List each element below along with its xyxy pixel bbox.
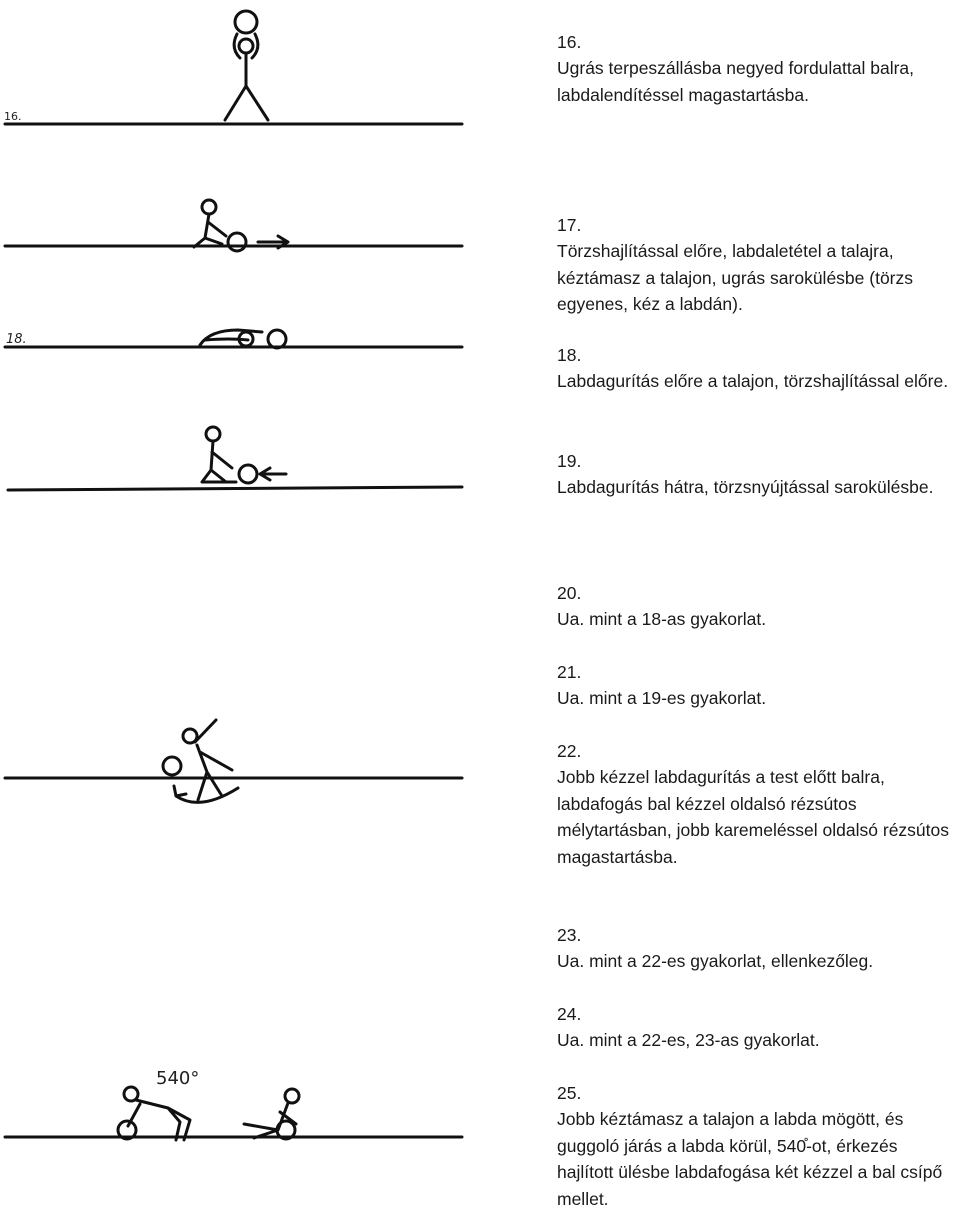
arc-arrow-22 [174,786,238,802]
ball-19 [239,465,257,483]
figure-16-drawing [4,11,462,124]
head-19 [206,427,220,441]
floor-line-19 [8,487,462,490]
exercise-text: Ua. mint a 22-es, 23-as gyakorlat. [557,1030,820,1050]
ball-22 [163,757,181,775]
figure-19-drawing [8,427,462,490]
exercise-23 [557,895,957,975]
exercise-number: 25. [557,1082,582,1103]
exercise-number: 18. [557,344,582,365]
exercise-number: 20. [557,582,582,603]
exercise-text: Ugrás terpeszállásba negyed fordulattal balra, labdalendítéssel magastartásba. [557,58,915,105]
body-22 [195,720,232,800]
exercise-number: 23. [557,924,582,945]
exercise-19 [557,421,957,501]
exercise-number: 21. [557,661,582,682]
ball-17 [228,233,246,251]
head-16 [239,39,253,53]
exercise-16 [557,2,957,108]
exercise-text: Labdagurítás előre a talajon, törzshajlítással előre. [557,371,949,391]
exercise-number: 24. [557,1003,582,1024]
exercise-text: Jobb kézzel labdagurítás a test előtt balra, labdafogás bal kézzel oldalsó rézsútos mélytartásban, jobb karemeléssel oldalsó rézsútos magastartásba. [557,767,949,867]
exercise-text: Törzshajlítással előre, labdaletétel a talajra, kéztámasz a talajon, ugrás sarokülésbe (törzs egyenes, kéz a labdán). [557,241,913,314]
exercise-18 [557,315,957,395]
legs-16 [225,86,268,120]
figure-22-drawing [5,720,462,802]
exercise-number: 22. [557,740,582,761]
ball-16 [235,11,257,33]
exercise-text: Jobb kéztámasz a talajon a labda mögött, és guggoló járás a labda körül, 540̊-ot, érkezés hajlított ülésbe labdafogása két kézzel a bal csípő mellet. [557,1109,943,1209]
exercise-17 [557,185,957,318]
exercise-24 [557,974,957,1054]
exercise-number: 19. [557,450,582,471]
body-19 [202,441,236,482]
exercise-20 [557,553,957,633]
head-25b [285,1089,299,1103]
figure-17-drawing [5,200,462,251]
exercise-text: Ua. mint a 18-as gyakorlat. [557,609,767,629]
exercise-25 [557,1053,957,1212]
exercise-22 [557,711,957,870]
exercise-number: 16. [557,31,582,52]
arrow-left-19 [260,468,286,480]
figure-18-label: 18. [6,332,27,347]
exercise-21 [557,632,957,712]
exercise-text: Labdagurítás hátra, törzsnyújtással sarokülésbe. [557,477,934,497]
figure-25-angle-label: 540° [156,1068,200,1089]
ball-18 [268,330,286,348]
figure-16-label: 16. [4,110,22,123]
head-17 [202,200,216,214]
body-25a [128,1100,190,1140]
exercise-text: Ua. mint a 22-es gyakorlat, ellenkezőleg. [557,951,874,971]
figure-25-drawing [5,1068,462,1140]
body-17 [194,214,226,247]
figure-18-drawing [5,330,462,348]
exercise-text: Ua. mint a 19-es gyakorlat. [557,688,767,708]
exercise-number: 17. [557,214,582,235]
